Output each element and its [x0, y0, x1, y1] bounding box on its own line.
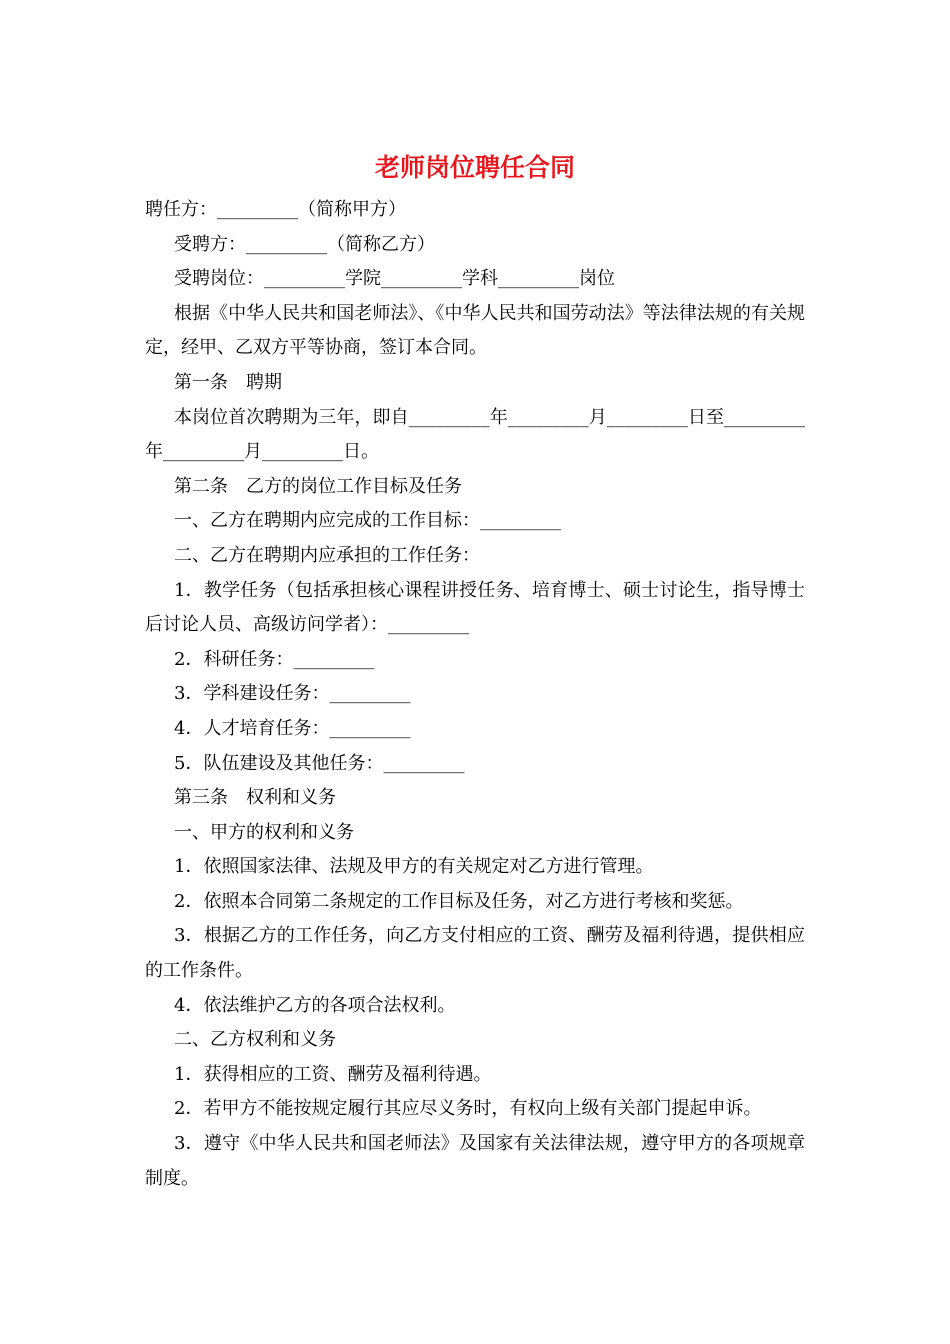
- list-item-talent-task: 4．人才培育任务：_________: [174, 717, 411, 739]
- paragraph-work-tasks: 二、乙方在聘期内应承担的工作任务：: [174, 544, 480, 566]
- paragraph-employer: 聘任方：_________（简称甲方）: [145, 199, 406, 220]
- heading-party-b-rights: 二、乙方权利和义务: [174, 1029, 336, 1051]
- list-item-party-a-1: 1．依照国家法律、法规及甲方的有关规定对乙方进行管理。: [174, 856, 654, 878]
- paragraph-term: 本岗位首次聘期为三年，即自_________年_________月_________日至_________年_________月_________日。: [145, 406, 805, 463]
- heading-party-a-rights: 一、甲方的权利和义务: [174, 821, 354, 843]
- list-item-discipline-task: 3．学科建设任务：_________: [174, 683, 411, 705]
- document-title: 老师岗位聘任合同: [374, 153, 575, 182]
- heading-article-2: 第二条 乙方的岗位工作目标及任务: [174, 475, 462, 497]
- heading-article-1: 第一条 聘期: [174, 371, 282, 393]
- list-item-teaching-task: 1．教学任务（包括承担核心课程讲授任务、培育博士、硕士讨论生，指导博士后讨论人员、高级访问学者）：_________: [145, 579, 805, 636]
- list-item-party-a-4: 4．依法维护乙方的各项合法权利。: [174, 994, 456, 1016]
- list-item-party-b-1: 1．获得相应的工资、酬劳及福利待遇。: [174, 1063, 492, 1085]
- paragraph-position: 受聘岗位：_________学院_________学科_________岗位: [174, 268, 615, 290]
- list-item-research-task: 2．科研任务：_________: [174, 648, 375, 670]
- list-item-party-b-3: 3．遵守《中华人民共和国老师法》及国家有关法律法规，遵守甲方的各项规章制度。: [145, 1133, 805, 1189]
- heading-article-3: 第三条 权利和义务: [174, 787, 336, 809]
- list-item-party-a-2: 2．依照本合同第二条规定的工作目标及任务，对乙方进行考核和奖惩。: [174, 890, 744, 912]
- paragraph-legal-basis: 根据《中华人民共和国老师法》、《中华人民共和国劳动法》等法律法规的有关规定，经甲、乙双方平等协商，签订本合同。: [145, 302, 805, 359]
- paragraph-employee: 受聘方：_________（简称乙方）: [174, 233, 435, 255]
- list-item-party-a-3: 3．根据乙方的工作任务，向乙方支付相应的工资、酬劳及福利待遇，提供相应的工作条件。: [145, 925, 805, 982]
- paragraph-work-goal: 一、乙方在聘期内应完成的工作目标：_________: [174, 510, 561, 532]
- list-item-team-task: 5．队伍建设及其他任务：_________: [174, 752, 465, 774]
- contract-body: [145, 193, 805, 1196]
- list-item-party-b-2: 2．若甲方不能按规定履行其应尽义务时，有权向上级有关部门提起申诉。: [174, 1098, 762, 1120]
